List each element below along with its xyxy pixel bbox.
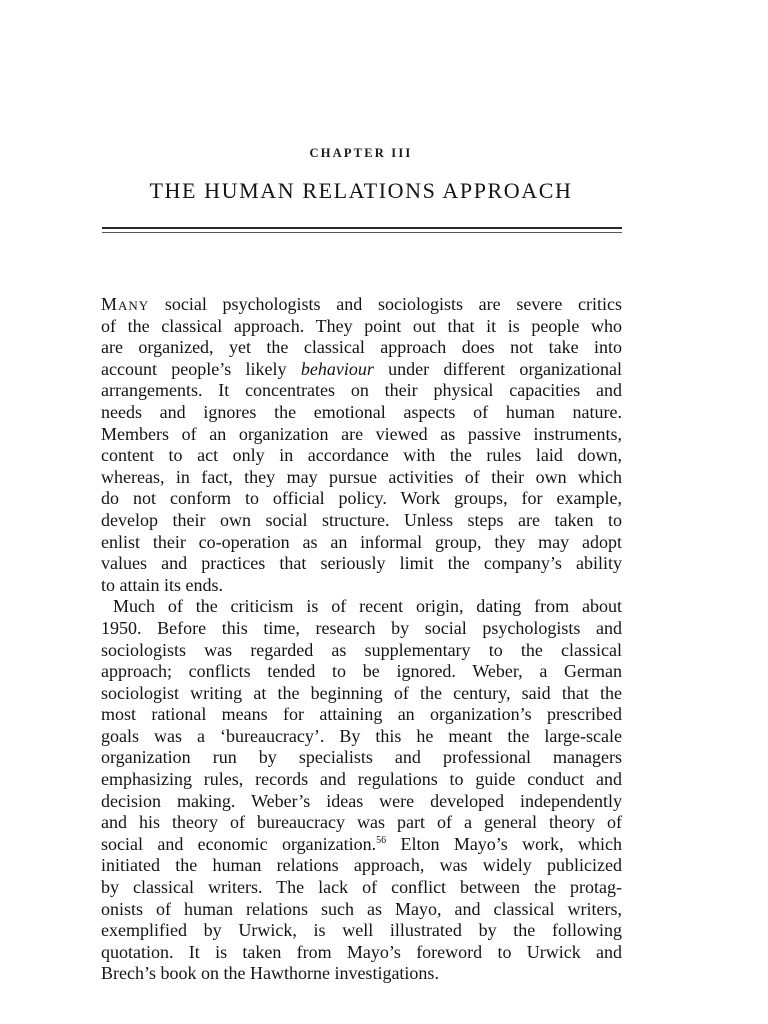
paragraph1-line-1: Many social psychologists and sociologists are severe critics [101,294,622,314]
paragraph2-line-11: and his theory of bureaucracy was part of a general theory of [101,812,622,833]
paragraph2-line-6: most rational means for attaining an organization’s prescribed [101,704,622,725]
paragraph2-line-8: organization run by specialists and professional managers [101,747,622,768]
paragraph2-line-14: by classical writers. The lack of conflict between the protag- [101,877,622,898]
chapter-number: CHAPTER III [309,146,413,160]
paragraph1-line-10: do not conform to official policy. Work groups, for example, [101,488,622,509]
paragraph1-line-9: whereas, in fact, they may pursue activities of their own which [101,466,622,487]
paragraph1-line-2: of the classical approach. They point out that it is people who [101,315,622,336]
paragraph1-line-12: enlist their co-operation as an informal group, they may adopt [101,531,622,552]
paragraph2-line-3: sociologists was regarded as supplementary to the classical [101,639,622,660]
paragraph2-line-18: Brech’s book on the Hawthorne investigations. [101,963,439,984]
paragraph1-line-13: values and practices that seriously limit the company’s ability [101,553,622,574]
paragraph2-line-10: decision making. Weber’s ideas were developed independently [101,790,622,811]
paragraph1-line-6: needs and ignores the emotional aspects of human nature. [101,401,622,422]
paragraph1-line-5: arrangements. It concentrates on their physical capacities and [101,380,622,401]
paragraph1-line-4: account people’s likely behaviour under different organizational [101,358,622,379]
paragraph2-line-7: goals was a ‘bureaucracy’. By this he meant the large-scale [101,725,622,746]
paragraph2-line-12: social and economic organization.$^{56}$ Elton Mayo’s work, which [101,833,622,854]
paragraph2-line-16: exemplified by Urwick, is well illustrated by the following [101,920,622,941]
body-text [101,294,622,985]
title-rule-thin [102,232,622,233]
paragraph2-line-1: Much of the criticism is of recent origin, dating from about [113,596,622,617]
paragraph2-line-4: approach; conflicts tended to be ignored. Weber, a German [101,661,622,682]
paragraph2-line-9: emphasizing rules, records and regulations to guide conduct and [101,769,622,790]
paragraph2-line-5: sociologist writing at the beginning of the century, said that the [101,682,622,703]
paragraph2-line-15: onists of human relations such as Mayo, and classical writers, [101,898,622,919]
paragraph1-line-11: develop their own social structure. Unless steps are taken to [101,509,622,530]
title-rule [102,227,622,229]
paragraph2-line-2: 1950. Before this time, research by social psychologists and [101,617,622,638]
paragraph2-line-17: quotation. It is taken from Mayo’s foreword to Urwick and [101,941,622,962]
paragraph1-line-7: Members of an organization are viewed as passive instruments, [101,423,622,444]
footnote-reference: 56 [376,834,387,846]
chapter-title: THE HUMAN RELATIONS APPROACH [149,178,573,203]
paragraph1-line-3: are organized, yet the classical approach does not take into [101,337,622,358]
paragraph1-line-14: to attain its ends. [101,574,223,595]
paragraph1-line-8: content to act only in accordance with the rules laid down, [101,445,622,466]
paragraph2-line-13: initiated the human relations approach, was widely publicized [101,855,622,876]
emphasis-word: behaviour [300,358,374,379]
drop-lead-word: Many [101,294,150,314]
